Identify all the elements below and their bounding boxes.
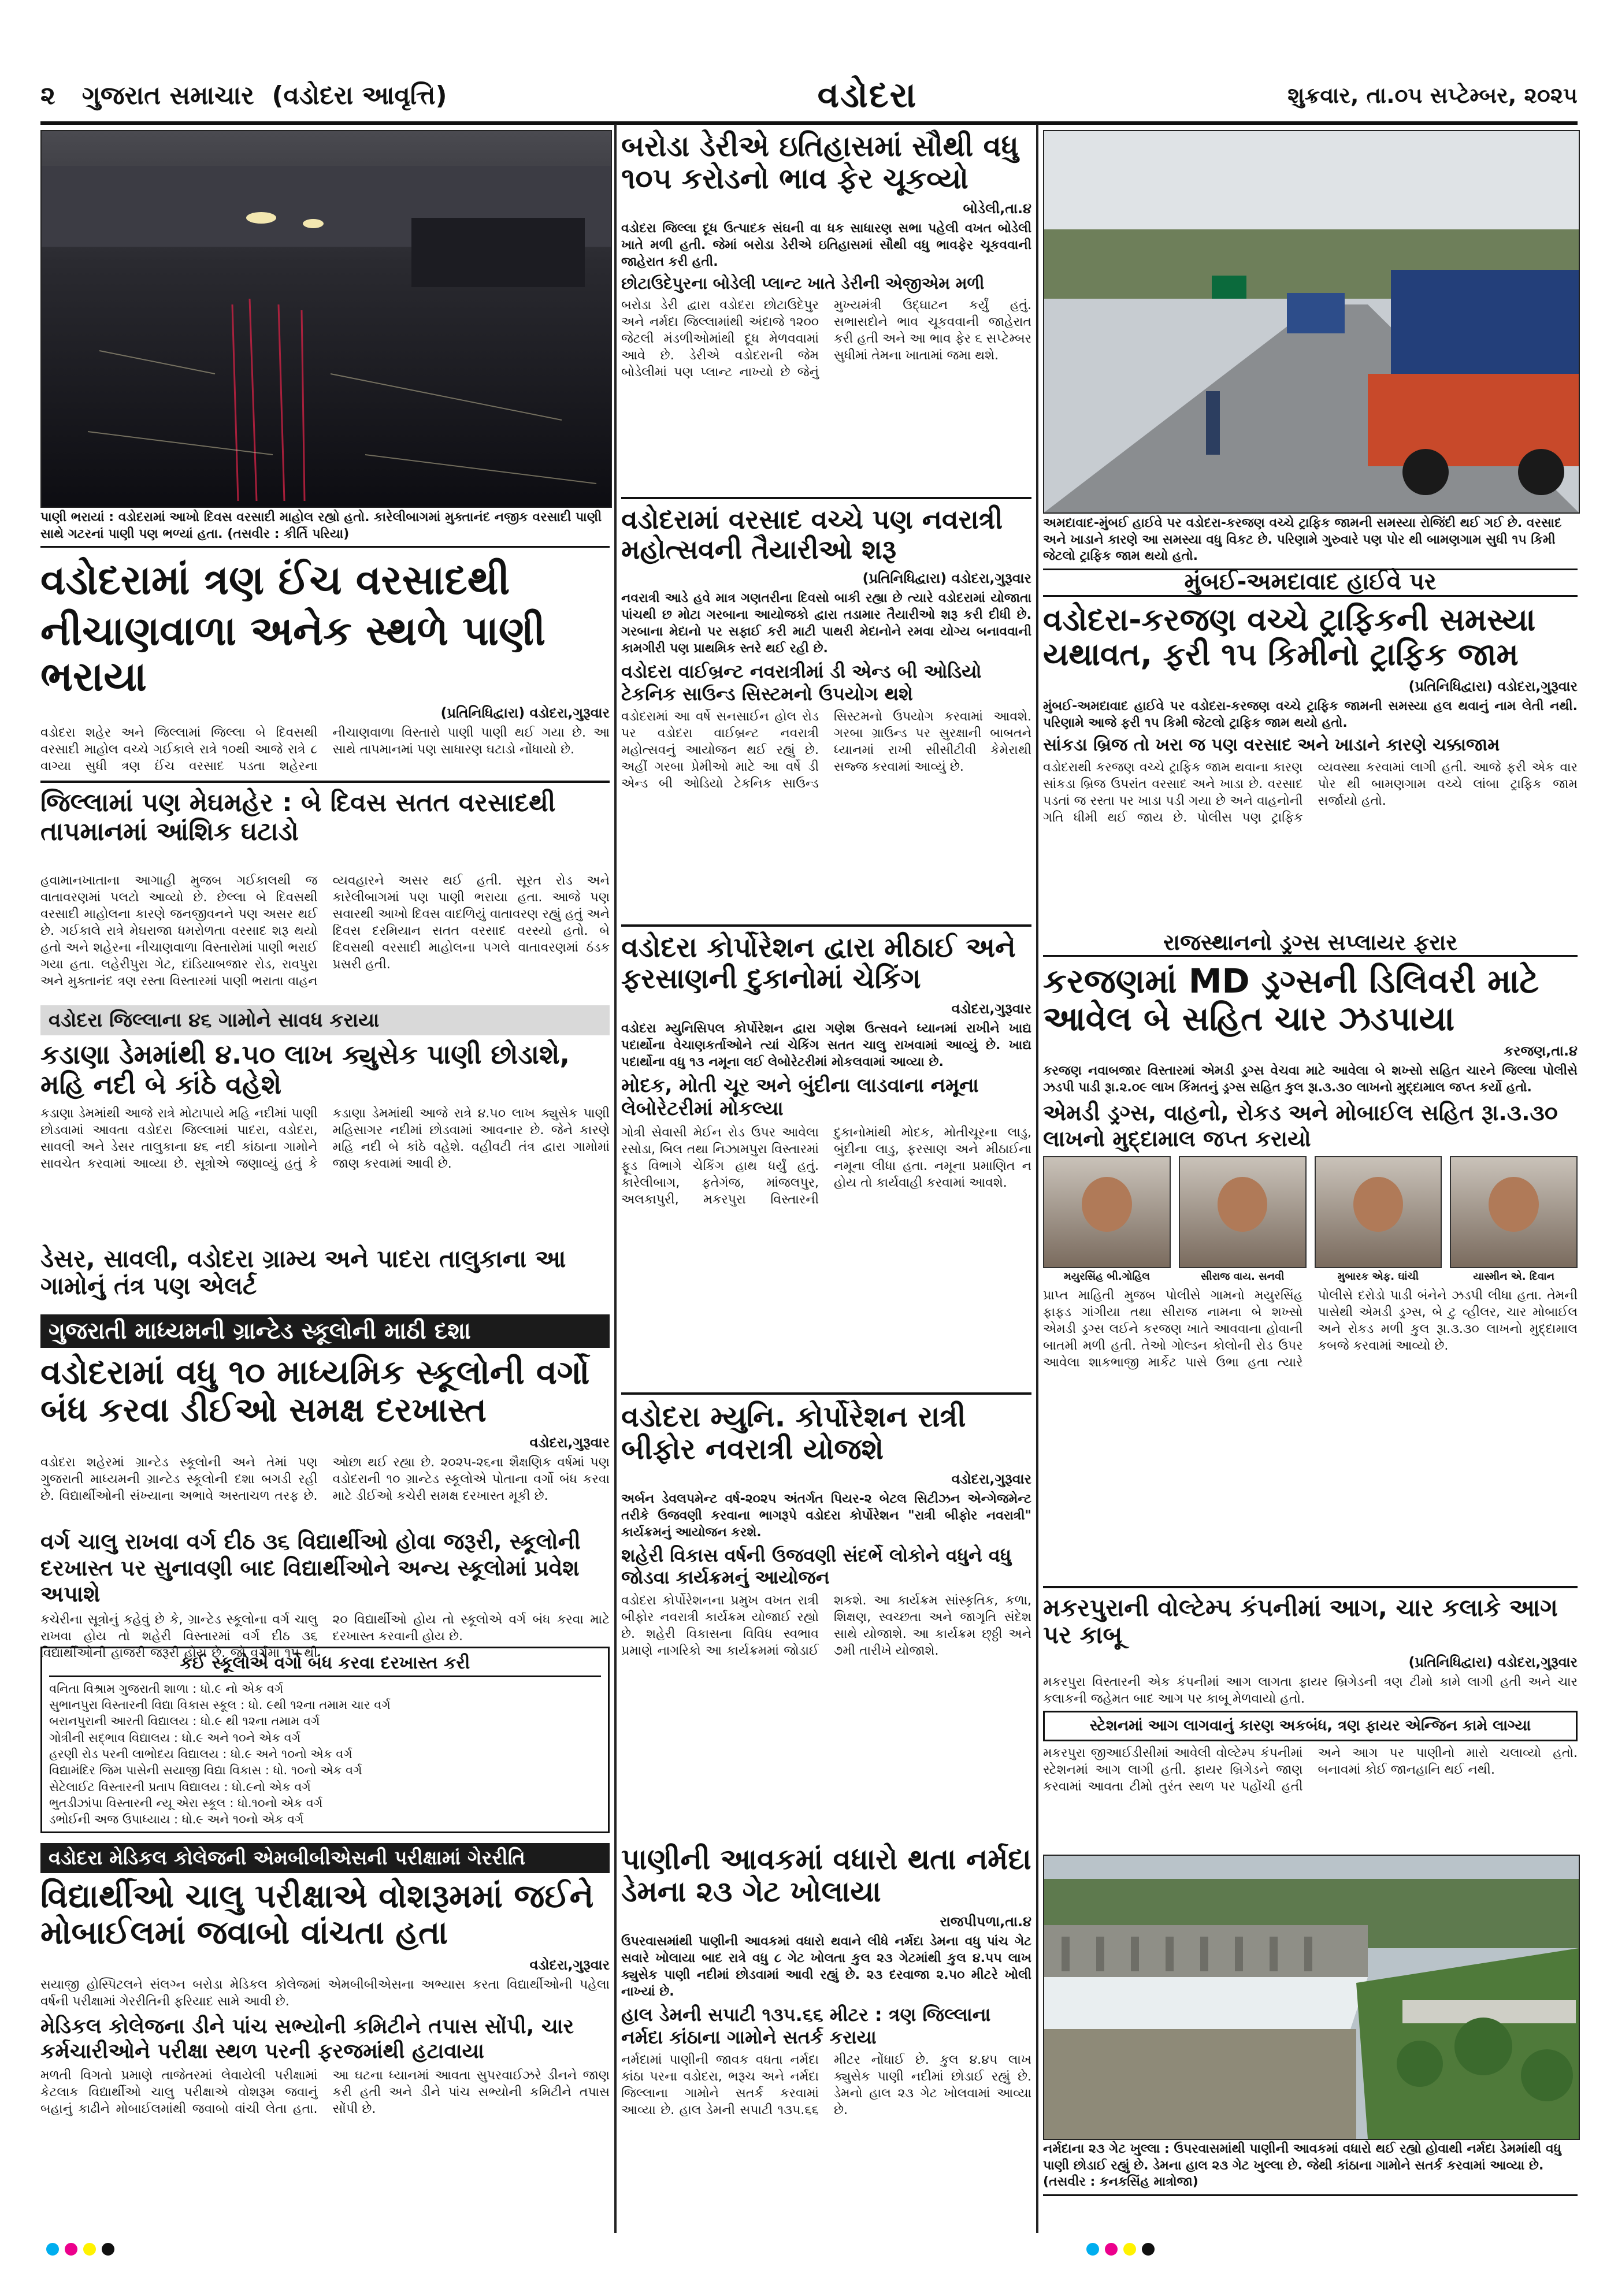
column-rule: [614, 124, 617, 2233]
dam-caption: [1043, 2141, 1578, 2205]
accused-name: મુબારક એફ. ઘાંચી: [1337, 1270, 1419, 1283]
school-story: [40, 1314, 610, 1522]
mugshot: [1315, 1156, 1442, 1268]
dateline: (પ્રતિનિધિદ્વારા) વડોદરા,ગુરૂવાર: [440, 705, 610, 722]
caption-text: પાણી ભરાયાં : વડોદરામાં આખો દિવસ વરસાદી માહોલ રહ્યો હતો. કારેલીબાગમાં મુક્તાનંદ નજીક વરસાદી પાણી સાથે ગટરનાં પાણી પણ ભળ્યાં હતા.: [40, 510, 602, 541]
divider: [621, 924, 1031, 927]
subhead: ડેસર, સાવલી, વડોદરા ગ્રામ્ય અને પાદરા તાલુકાના આ ગામોનું તંત્ર પણ એલર્ટ: [40, 1244, 566, 1301]
accused-photo: [1179, 1156, 1307, 1283]
temp-story: [40, 872, 610, 1000]
list-item: ડભોઈની અજ ઉપાધ્યાય : ધો.૯ અને ૧૦નો એક વર્ગ: [49, 1812, 304, 1827]
masthead: [40, 69, 1578, 125]
list-item: ભુતડીઝાંપા વિસ્તારની ન્યૂ એરા સ્કૂલ : ધો.૧૦નો એક વર્ગ: [49, 1796, 323, 1810]
cyan-mark: [46, 2243, 59, 2256]
accused-name: યાસ્મીન એ. દિવાન: [1473, 1270, 1555, 1283]
mugshot: [1179, 1156, 1307, 1268]
dateline: કરજણ,તા.૪: [1504, 1043, 1578, 1060]
dateline: રાજપીપળા,તા.૪: [940, 1914, 1031, 1930]
column-rule: [1036, 124, 1038, 2233]
dairy-story: [621, 130, 1031, 482]
divider: [1043, 1586, 1578, 1588]
headline: મકરપુરાની વોલ્ટેમ્પ કંપનીમાં આગ, ચાર કલાકે આગ પર કાબૂ: [1043, 1593, 1558, 1649]
highway-caption: [1043, 515, 1578, 562]
list-item: સેટેલાઈટ વિસ્તારની પ્રતાપ વિદ્યાલય : ધો.૯નો એક વર્ગ: [49, 1779, 311, 1794]
edition: (વડોદરા આવૃત્તિ): [272, 80, 447, 110]
story-lead: ઉપરવાસમાંથી પાણીની આવકમાં વધારો થવાને લીધે નર્મદા ડેમના વધુ પાંચ ગેટ સવારે ખોલાયા બાદ રાત્રે વધુ ૮ ગેટ ખોલતા કુલ ૨૩ ગેટમાંથી કુલ ૪.૫૫ લાખ ક્યુસેક પાણી નદીમાં છોડવામાં આવી રહ્યું છે. ૨૩ દરવાજા ૨.૫૦ મીટરે ખોલી નાખ્યાં છે.: [621, 1934, 1031, 2000]
story-body: વડોદરા શહેર અને જિલ્લામાં જિલ્લા બે દિવસથી વરસાદી માહોલ વચ્ચે ગઈકાલે રાત્રે ૧૦થી આજે રાત્રે ૮ વાગ્યા સુધી ત્રણ ઈંચ વરસાદ પડતા શહેરના નીચાણવાળા વિસ્તારો પાણી પાણી થઈ ગયા છે. આ સાથે તાપમાનમાં પણ સાધારણ ઘટાડો નોંધાયો છે.: [40, 726, 610, 774]
paper-name: ગુજરાત સમાચાર: [81, 80, 254, 110]
subhead: છોટાઉદેપુરના બોડેલી પ્લાન્ટ ખાતે ડેરીની એજીએમ મળી: [621, 274, 985, 293]
dateline: (પ્રતિનિધિદ્વારા) વડોદરા,ગુરૂવાર: [1408, 678, 1578, 694]
kicker: મુંબઈ-અમદાવાદ હાઈવે પર: [1043, 569, 1578, 597]
registration-marks: [46, 2243, 114, 2256]
subhead: એમડી ડ્રગ્સ, વાહનો, રોકડ અને મોબાઈલ સહિત રૂા.૩.૩૦ લાખનો મુદ્દામાલ જપ્ત કરાયો: [1043, 1099, 1558, 1152]
school-list-box: [40, 1647, 610, 1837]
section-city: વડોદરા: [817, 75, 918, 116]
flood-caption: [40, 510, 610, 551]
divider: [621, 497, 1031, 499]
accused-photos: [1043, 1156, 1578, 1283]
story-lead: કરજણ નવાબજાર વિસ્તારમાં એમડી ડ્રગ્સ વેચવા માટે આવેલા બે શખ્સો સહિત ચારને જિલ્લા પોલીસે ઝડપી પાડી રૂા.૨.૦૯ લાખ કિંમતનું ડ્રગ્સ સહિત કુલ રૂા.૩.૩૦ લાખનો મુદ્દામાલ જપ્ત કર્યો હતો.: [1043, 1064, 1578, 1095]
headline: વડોદરા-કરજણ વચ્ચે ટ્રાફિકની સમસ્યા યથાવત, ફરી ૧૫ કિમીનો ટ્રાફિક જામ: [1043, 601, 1536, 673]
registration-marks: [1086, 2243, 1155, 2256]
highway-story: [1043, 569, 1578, 922]
kadana-story: [40, 1005, 610, 1242]
subhead: વડોદરા વાઈબ્રન્ટ નવરાત્રીમાં ડી એન્ડ બી ઓડિયો ટેકનિક સાઉન્ડ સિસ્ટમનો ઉપયોગ થશે: [621, 660, 982, 705]
headline: નીચાણવાળા અનેક સ્થળે પાણી ભરાયા: [40, 607, 545, 700]
deck: વર્ગ ચાલુ રાખવા વર્ગ દીઠ ૩૬ વિદ્યાર્થીઓ હોવા જરૂરી, સ્કૂલોની દરખાસ્ત પર સુનાવણી બાદ વિદ્યાર્થીઓને અન્ય સ્કૂલોમાં પ્રવેશ અપાશે: [40, 1529, 581, 1607]
dateline: વડોદરા,ગુરૂવાર: [951, 1471, 1031, 1487]
caption-text: નર્મદાના ૨૩ ગેટ ખુલ્લા : ઉપરવાસમાંથી પાણીની આવકમાં વધારો થઈ રહ્યો હોવાથી નર્મદા ડેમમાંથી વધુ પાણી છોડાઈ રહ્યું છે. ડેમના હાલ ૨૩ ગેટ ખુલ્લા છે. જેથી કાંઠાના ગામોને સતર્ક કરવામાં આવ્યા છે.: [1043, 2142, 1561, 2173]
story-body: વડોદરા કોર્પોરેશનના પ્રમુખ વખત રાત્રી બીફોર નવરાત્રી કાર્યક્રમ યોજાઈ રહ્યો છે. શહેરી વિકાસના વિવિધ સ્વભાવ પ્રમાણે નાગરિકો આ કાર્યક્રમમાં જોડાઈ શકશે. આ કાર્યક્રમ સાંસ્કૃતિક, કળા, શિક્ષણ, સ્વચ્છતા અને જાગૃતિ સંદેશ સાથે યોજાશે. આ કાર્યક્રમ છ્ઠ્ઠી અને ૭મી તારીખે યોજાશે.: [621, 1593, 1031, 1658]
medical-story: [40, 1843, 610, 2207]
flood-photo: [40, 130, 612, 508]
story-body: નર્મદામાં પાણીની જાવક વધતા નર્મદા કાંઠા પરના વડોદરા, ભરૂચ અને નર્મદા જિલ્લાના ગામોને સતર્ક કરવામાં આવ્યા છે. હાલ ડેમની સપાટી ૧૩૫.૬૬ મીટર નોંધાઈ છે. કુલ ૪.૪૫ લાખ ક્યુસેક પાણી નદીમાં છોડાઈ રહ્યું છે. ડેમનો હાલ ૨૩ ગેટ ખોલવામાં આવ્યા છે.: [621, 2052, 1031, 2117]
dateline: વડોદરા,ગુરૂવાર: [529, 1957, 610, 1974]
headline: કરજણમાં MD ડ્રગ્સની ડિલિવરી માટે આવેલ બે સહિત ચાર ઝડપાયા: [1043, 961, 1539, 1038]
masthead-left: [40, 81, 447, 110]
black-mark: [102, 2243, 114, 2256]
cyan-mark: [1086, 2243, 1099, 2256]
accused-name: મયુરસિંહ બી.ગોહિલ: [1063, 1270, 1150, 1283]
headline: વડોદરા મ્યુનિ. કોર્પોરેશન રાત્રી બીફોર નવરાત્રી યોજશે: [621, 1400, 966, 1466]
caption-text: અમદાવાદ-મુંબઈ હાઈવે પર વડોદરા-કરજણ વચ્ચે ટ્રાફિક જામની સમસ્યા રોજિંદી થઈ ગઈ છે. વરસાદ અને ખાડાને કારણે આ સમસ્યા વધુ વિકટ છે. પરિણામે ગુરુવારે પણ પોર થી બામણગામ સુધી ૧૫ કિમી જેટલો ટ્રાફિક જામ થયો હતો.: [1043, 515, 1578, 570]
dateline: બોડેલી,તા.૪: [963, 200, 1031, 217]
mugshot: [1450, 1156, 1578, 1268]
black-mark: [1142, 2243, 1155, 2256]
bifor-story: [621, 1387, 1031, 1762]
subhead: હાલ ડેમની સપાટી ૧૩૫.૬૬ મીટર : ત્રણ જિલ્લાના નર્મદા કાંઠાના ગામોને સતર્ક કરાયા: [621, 2004, 991, 2048]
yellow-mark: [1123, 2243, 1136, 2256]
mugshot: [1043, 1156, 1171, 1268]
story-body: હવામાનખાતાના આગાહી મુજબ ગઈકાલથી જ વાતાવરણમાં પલટો આવ્યો છે. છેલ્લા બે દિવસથી વરસાદી માહોલના કારણે જનજીવનને પણ અસર થઈ છે. ગઈકાલે રાત્રે મેઘરાજા ધમરોળતા વરસાદ શરૂ થયો હતો અને શહેરના નીચાણવાળા વિસ્તારોમાં પાણી ભરાઈ ગયા હતા. લહેરીપુરા ગેટ, દાંડિયાબજાર રોડ, રાવપુરા અને મુક્તાનંદ ત્રણ રસ્તા વિસ્તારમાં પાણી ભરાતા વાહન વ્યવહારને અસર થઈ હતી. સૂરત રોડ અને કારેલીબાગમાં પણ પાણી ભરાયા હતા. આજે પણ સવારથી આખો દિવસ વાદળિયું વાતાવરણ રહ્યું હતું અને દિવસ દરમિયાન સતત વરસાદ વરસ્યો હતો. બે દિવસથી વરસાદી માહોલના પગલે વાતાવરણમાં ઠંડક પ્રસરી હતી.: [40, 874, 610, 989]
kicker: રાજસ્થાનનો ડ્રગ્સ સપ્લાયર ફરાર: [1043, 930, 1578, 957]
dateline: વડોદરા,ગુરૂવાર: [951, 1000, 1031, 1017]
magenta-mark: [1105, 2243, 1118, 2256]
list-item: ગોત્રીની સદ્ભાવ વિદ્યાલય : ધો.૯ અને ૧૦ને એક વર્ગ: [49, 1730, 301, 1745]
list-item: સુભાનપુરા વિસ્તારની વિદ્યા વિકાસ સ્કૂલ : ધો. ૯થી ૧૨ના તમામ ચાર વર્ગ: [49, 1697, 391, 1712]
story-body: વડોદરાથી કરજણ વચ્ચે ટ્રાફિક જામ થવાના કારણ સાંકડા બ્રિજ ઉપરાંત વરસાદ અને ખાડા છે. વરસાદ પડતાં જ રસ્તા પર ખાડા પડી ગયા છે અને વાહનોની ગતિ ધીમી થઈ જાય છે. પોલીસ પણ ટ્રાફિક વ્યવસ્થા કરવામાં લાગી હતી. આજે ફરી એક વાર પોર થી બામણગામ વચ્ચે લાંબા ટ્રાફિક જામ સર્જાયો હતો.: [1043, 760, 1578, 825]
list-item: બરાનપુરાની આરતી વિદ્યાલય : ધો.૯ થી ૧૨ના તમામ વર્ગ: [49, 1714, 320, 1729]
headline: વડોદરા કોર્પોરેશન દ્વારા મીઠાઈ અને ફરસાણની દુકાનોમાં ચેકિંગ: [621, 931, 1016, 995]
boxed-subhead: સ્ટેશનમાં આગ લાગવાનું કારણ અકબંધ, ત્રણ ફાયર એન્જિન કામે લાગ્યા: [1043, 1711, 1578, 1741]
dateline: વડોદરા,ગુરૂવાર: [529, 1434, 610, 1451]
headline: વિદ્યાર્થીઓ ચાલુ પરીક્ષાએ વોશરૂમમાં જઈને મોબાઈલમાં જવાબો વાંચતા હતા: [40, 1878, 594, 1952]
sweets-story: [621, 919, 1031, 1346]
boxed-kicker: વડોદરા જિલ્લાના ૪૬ ગામોને સાવધ કરાયા: [40, 1005, 610, 1035]
story-lead: મુંબઈ-અમદાવાદ હાઈવે પર વડોદરા-કરજણ વચ્ચે ટ્રાફિક જામની સમસ્યા હલ થવાનું નામ લેતી નથી. પરિણામે આજે ફરી ૧૫ કિમી જેટલો ટ્રાફિક જામ થયો હતો.: [1043, 699, 1578, 730]
rain-story: [40, 558, 610, 870]
deck: મેડિકલ કોલેજના ડીને પાંચ સભ્યોની કમિટીને તપાસ સોંપી, ચાર કર્મચારીઓને પરીક્ષા સ્થળ પરની ફરજમાંથી હટાવાયા: [40, 2014, 574, 2063]
kadana-tail: [40, 1245, 610, 1309]
story-body: મળતી વિગતો પ્રમાણે તાજેતરમાં લેવાયેલી પરીક્ષામાં કેટલાક વિદ્યાર્થીઓ ચાલુ પરીક્ષાએ વોશરૂમ જવાનું બહાનું કાઢીને મોબાઈલમાંથી જવાબો વાંચી લેતા હતા. આ ઘટના ધ્યાનમાં આવતા સુપરવાઈઝરે ડીનને જાણ કરી હતી અને ડીને પાંચ સભ્યોની કમિટીને તપાસ સોંપી છે.: [40, 2068, 610, 2116]
story-lead: નવરાત્રી આડે હવે માત્ર ગણતરીના દિવસો બાકી રહ્યા છે ત્યારે વડોદરામાં યોજાતા પાંચથી છ મોટા ગરબાના આયોજકો દ્વારા તડામાર તૈયારીઓ શરૂ કરી દીધી છે. ગરબાના મેદાનો પર સફાઈ કરી માટી પાથરી મેદાનોને રમવા યોગ્ય બનાવવાની કામગીરી પણ પ્રાથમિક સ્તરે થઈ રહી છે.: [621, 591, 1031, 656]
divider: [40, 781, 610, 783]
accused-name: સીરાજ વાય. સનવી: [1200, 1270, 1285, 1283]
headline: વડોદરામાં વધુ ૧૦ માધ્યમિક સ્કૂલોની વર્ગો બંધ કરવા ડીઈઓ સમક્ષ દરખાસ્ત: [40, 1353, 590, 1429]
story-body: પ્રાપ્ત માહિતી મુજબ પોલીસે ગામનો મયુરસિંહ ફાફડ ગાંગીયા તથા સીરાજ નામના બે શખ્સો એમડી ડ્રગ્સ લઈને કરજણ ખાતે આવવાના હોવાની બાતમી મળી હતી. તેઓ ગોલ્ડન કોલોની રોડ ઉપર આવેલા શાકભાજી માર્કેટ પાસે ઉભા હતા ત્યારે પોલીસે દરોડો પાડી બંનેને ઝડપી લીધા હતા. તેમની પાસેથી એમડી ડ્રગ્સ, બે ટુ વ્હીલર, ચાર મોબાઈલ અને રોકડ મળી કુલ રૂા.૩.૩૦ લાખનો મુદ્દામાલ કબજે કરવામાં આવ્યો છે.: [1043, 1288, 1578, 1370]
list-item: વિદ્યામંદિર જિમ પાસેની સયાજી વિદ્યા વિકાસ : ધો. ૧૦નો એક વર્ગ: [49, 1763, 362, 1778]
accused-photo: [1315, 1156, 1442, 1283]
list-item: હરણી રોડ પરની લાભોદય વિદ્યાલય : ધો.૯ અને ૧૦નો એક વર્ગ: [49, 1747, 352, 1761]
story-body: વડોદરા શહેરમાં ગ્રાન્ટેડ સ્કૂલોની અને તેમાં પણ ગુજરાતી માધ્યમની ગ્રાન્ટેડ સ્કૂલોની દશા બગડી રહી છે. વિદ્યાર્થીઓની સંખ્યાના અભાવે અસ્તાચળ તરફ છે. ઓછા થઈ રહ્યા છે. ૨૦૨૫-૨૬ના શૈક્ષણિક વર્ષમાં પણ વડોદરાની ૧૦ ગ્રાન્ટેડ સ્કૂલોએ પોતાના વર્ગો બંધ કરવા માટે ડીઈઓ કચેરી સમક્ષ દરખાસ્ત મૂકી છે.: [40, 1455, 610, 1503]
school-deck: [40, 1525, 610, 1660]
accused-photo: [1450, 1156, 1578, 1283]
kicker: ગુજરાતી માધ્યમની ગ્રાન્ટેડ સ્કૂલોની માઠી દશા: [40, 1314, 610, 1348]
drugs-story: [1043, 930, 1578, 1571]
headline: કડાણા ડેમમાંથી ૪.૫૦ લાખ ક્યુસેક પાણી છોડાશે, મહિ નદી બે કાંઠે વહેશે: [40, 1039, 570, 1100]
story-body: સયાજી હોસ્પિટલને સંલગ્ન બરોડા મેડિકલ કોલેજમાં એમબીબીએસના અભ્યાસ કરતા વિદ્યાર્થીઓની પહેલા વર્ષની પરીક્ષામાં ગેરરીતિની ફરિયાદ સામે આવી છે.: [40, 1978, 610, 2009]
subhead: સાંકડા બ્રિજ તો ખરા જ પણ વરસાદ અને ખાડાને કારણે ચક્કાજામ: [1043, 734, 1500, 755]
list-item: વનિતા વિશ્રામ ગુજરાતી શાળા : ધો.૯ નો એક વર્ગ: [49, 1681, 284, 1696]
story-body: કડાણા ડેમમાંથી આજે રાત્રે મોટાપાયે મહિ નદીમાં પાણી છોડવામાં આવતા વડોદરા જિલ્લામાં પાદરા, વડોદરા, સાવલી અને ડેસર તાલુકાના ૪૬ નદી કાંઠાના ગામોને સાવચેત કરવામાં આવ્યા છે. સૂત્રોએ જણાવ્યું હતું કે કડાણા ડેમમાંથી આજે રાત્રે ૪.૫૦ લાખ ક્યુસેક પાણી મહિસાગર નદીમાં છોડવામાં આવનાર છે. જેને કારણે મહિ નદી બે કાંઠે વહેશે. વહીવટી તંત્ર દ્વારા ગામોમાં જાણ કરવામાં આવી છે.: [40, 1106, 610, 1172]
story-body: ગોત્રી સેવાસી મેઈન રોડ ઉપર આવેલા રસોડા, બિલ તથા નિઝામપુરા વિસ્તારમાં ફૂડ વિભાગે ચેકિંગ હાથ ધર્યું હતું. કારેલીબાગ, ફતેગંજ, માંજલપુર, અલકાપુરી, મકરપુરા વિસ્તારની દુકાનોમાંથી મોદક, મોતીચૂરના લાડુ, બુંદીના લાડુ, ફરસાણ અને મીઠાઈના નમૂના લીધા હતા. નમૂના પ્રમાણિત ન હોય તો કાર્યવાહી કરવામાં આવશે.: [621, 1125, 1031, 1208]
accused-photo: [1043, 1156, 1171, 1283]
list-title: કઈ સ્કૂલોએ વર્ગો બંધ કરવા દરખાસ્ત કરી: [49, 1652, 601, 1677]
page-number: ૨: [40, 80, 55, 110]
subhead: જિલ્લામાં પણ મેઘમહેર : બે દિવસ સતત વરસાદથી તાપમાનમાં આંશિક ઘટાડો: [40, 788, 556, 846]
kicker: વડોદરા મેડિકલ કોલેજની એમબીબીએસની પરીક્ષામાં ગેરરીતિ: [40, 1843, 610, 1873]
headline: બરોડા ડેરીએ ઇતિહાસમાં સૌથી વધુ ૧૦૫ કરોડનો ભાવ ફેર ચૂકવ્યો: [621, 129, 1019, 195]
subhead: શહેરી વિકાસ વર્ષની ઉજવણી સંદર્ભે લોકોને વધુને વધુ જોડવા કાર્યક્રમનું આયોજન: [621, 1544, 1012, 1589]
divider: [621, 1392, 1031, 1395]
yellow-mark: [83, 2243, 96, 2256]
fire-story: [1043, 1580, 1578, 1846]
dateline: (પ્રતિનિધિદ્વારા) વડોદરા,ગુરૂવાર: [1408, 1654, 1578, 1671]
story-body: બરોડા ડેરી દ્વારા વડોદરા છોટાઉદેપુર અને નર્મદા જિલ્લામાંથી અંદાજે ૧૨૦૦ જેટલી મંડળીઓમાંથી દૂધ મેળવવામાં આવે છે. ડેરીએ વડોદરાની જેમ બોડેલીમાં પણ પ્લાન્ટ નાખ્યો છે જેનું મુખ્યમંત્રી ઉદ્ઘાટન કર્યું હતું. સભાસદોને ભાવ ચૂકવવાની જાહેરાત કરી હતી અને આ ભાવ ફેર ૬ સપ્ટેમ્બર સુધીમાં તેમના ખાતામાં જમા થશે.: [621, 298, 1031, 380]
story-body: કચેરીના સૂત્રોનું કહેવું છે કે, ગ્રાન્ટેડ સ્કૂલોના વર્ગ ચાલુ રાખવા હોય તો શહેરી વિસ્તારમાં વર્ગ દીઠ ૩૬ વિદ્યાર્થીઓની હાજરી જરૂરી હોય છે. જો વર્ગમાં ૧૫ થી ૨૦ વિદ્યાર્થીઓ હોય તો સ્કૂલોએ વર્ગ બંધ કરવા માટે દરખાસ્ત કરવાની હોય છે.: [40, 1612, 610, 1660]
story-body: વડોદરામાં આ વર્ષે સનસાઈન હોલ રોડ પર વડોદરા વાઈબ્રન્ટ નવરાત્રી મહોત્સવનું આયોજન થઈ રહ્યું છે. અહીં ગરબા પ્રેમીઓ માટે આ વર્ષે ડી એન્ડ બી ઓડિયો ટેકનિક સાઉન્ડ સિસ્ટમનો ઉપયોગ કરવામાં આવશે. ગરબા ગ્રાઉન્ડ પર સુરક્ષાની બાબતને ધ્યાનમાં રાખી સીસીટીવી કેમેરાથી સજ્જ કરવામાં આવ્યું છે.: [621, 709, 1031, 792]
photo-credit: (તસવીર : કીર્તિ પરિયા): [227, 526, 350, 541]
photo-credit: (તસવીર : કનકસિંહ માત્રોજા): [1043, 2175, 1198, 2190]
story-lead: વડોદરા મ્યુનિસિપલ કોર્પોરેશન દ્વારા ગણેશ ઉત્સવને ધ્યાનમાં રાખીને ખાદ્ય પદાર્થોના વેચાણકર્તાઓને ત્યાં ચેકિંગ સતત ચાલુ રાખવામાં આવ્યું છે. ખાદ્ય પદાર્થોના વધુ ૧૩ નમૂના લઈ લેબોરેટરીમાં મોકલવામાં આવ્યા છે.: [621, 1021, 1031, 1069]
navratri-story: [621, 491, 1031, 855]
headline: પાણીની આવકમાં વધારો થતા નર્મદા ડેમના ૨૩ ગેટ ખોલાયા: [621, 1842, 1031, 1908]
magenta-mark: [65, 2243, 77, 2256]
story-lead: મકરપુરા વિસ્તારની એક કંપનીમાં આગ લાગતા ફાયર બ્રિગેડની ત્રણ ટીમો કામે લાગી હતી અને ચાર કલાકની જહેમત બાદ આગ પર કાબૂ મેળવાયો હતો.: [1043, 1675, 1578, 1707]
narmada-story: [621, 1843, 1031, 2207]
subhead: મોદક, મોતી ચૂર અને બુંદીના લાડવાના નમૂના લેબોરેટરીમાં મોકલ્યા: [621, 1073, 979, 1121]
highway-photo: [1043, 130, 1580, 514]
headline: વડોદરામાં વરસાદ વચ્ચે પણ નવરાત્રી મહોત્સવની તૈયારીઓ શરૂ: [621, 504, 1003, 565]
story-lead: વડોદરા જિલ્લા દૂધ ઉત્પાદક સંઘની વા ધક સાધારણ સભા પહેલી વખત બોડેલી ખાતે મળી હતી. જેમાં બરોડા ડેરીએ ઇતિહાસમાં સૌથી વધુ ભાવફેર ચૂકવવાની જાહેરાત કરી હતી.: [621, 221, 1031, 270]
dam-photo: [1043, 1855, 1580, 2140]
headline: વડોદરામાં ત્રણ ઈંચ વરસાદથી: [40, 556, 510, 604]
dateline: (પ્રતિનિધિદ્વારા) વડોદરા,ગુરૂવાર: [862, 570, 1031, 587]
issue-date: શુક્રવાર, તા.૦૫ સપ્ટેમ્બર, ૨૦૨૫: [1287, 82, 1578, 108]
story-lead: અર્બન ડેવલપમેન્ટ વર્ષ-૨૦૨૫ અંતર્ગત પિયર-૨ બેટલ સિટીઝન એન્ગેજમેન્ટ તરીકે ઉજવણી કરવાના ભાગરૂપે વડોદરા કોર્પોરેશન "રાત્રી બીફોર નવરાત્રી" કાર્યક્રમનું આયોજન કરશે.: [621, 1492, 1031, 1540]
story-body: મકરપુરા જીઆઈડીસીમાં આવેલી વોલ્ટેમ્પ કંપનીમાં સ્ટેશનમાં આગ લાગી હતી. ફાયર બ્રિગેડને જાણ કરવામાં આવતા ટીમો તુરંત સ્થળ પર પહોંચી હતી અને આગ પર પાણીનો મારો ચલાવ્યો હતો. બનાવમાં કોઈ જાનહાનિ થઈ નથી.: [1043, 1746, 1578, 1795]
